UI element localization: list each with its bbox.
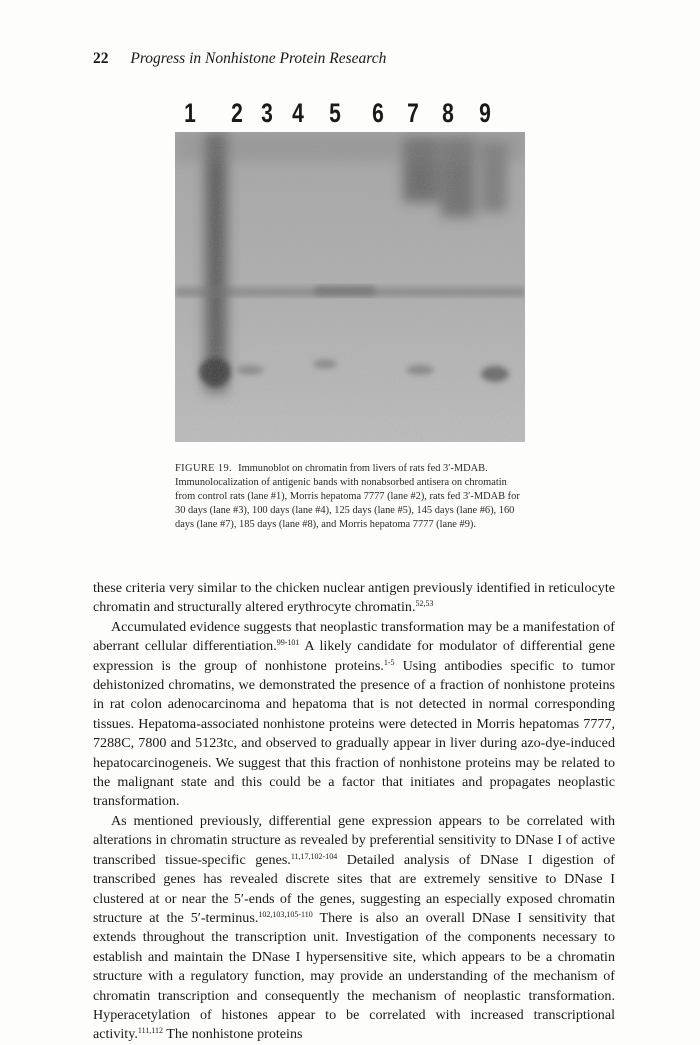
paragraph-2-text-c: Using antibodies specific to tumor dehistonized chromatins, we demonstrated the presence of a fraction of nonhistone proteins in rat colon adenocarcinoma and hepatoma that is not detected in normal corresponding tissues. Hepatoma-associated nonhistone proteins were detected in Morris hepatomas 7777, 7288C, 7800 and 5123tc, and observed to gradually appear in liver during azo-dye-induced hepatocarcinogeneis. We suggest that this fraction of nonhistone proteins may be related to the malignant state and this could be a factor that initiates and propagates neoplastic transformation. (93, 657, 615, 810)
paragraph-1-text: these criteria very similar to the chicken nuclear antigen previously identified in reticulocyte chromatin and structurally altered erythrocyte chromatin. (93, 580, 615, 616)
figure-label: FIGURE 19. (175, 463, 233, 474)
lane-label-9: 9 (479, 98, 491, 128)
lane-label-3: 3 (261, 98, 273, 128)
paragraph-3 (93, 812, 615, 1045)
lane-label-5: 5 (329, 98, 341, 128)
paragraph-2-text-b: A likely candidate for modulator of differential gene expression is the group of nonhistone proteins. (93, 638, 615, 674)
paragraph-2-text-a: Accumulated evidence suggests that neoplastic transformation may be a manifestation of aberrant cellular differentiation. (93, 618, 615, 655)
citation: 102,103,105-110 (258, 909, 313, 919)
paragraph-3-text-b: Detailed analysis of DNase I digestion of transcribed genes has revealed discrete sites that are extremely sensitive to DNase I clustered at or near the 5′-ends of the genes, suggesting an especially exposed chromatin structure at the 5′-terminus. (93, 851, 615, 926)
lane-label-7: 7 (407, 98, 419, 128)
paragraph-3-text-d: The nonhistone proteins (163, 1026, 303, 1043)
citation: 99-101 (276, 638, 300, 648)
running-title: Progress in Nonhistone Protein Research (130, 50, 387, 67)
paragraph-3-text-a: As mentioned previously, differential gene expression appears to be correlated with alterations in chromatin structure as revealed by preferential sensitivity to DNase I of active transcribed tissue-specific genes. (93, 812, 615, 868)
citation: 11,17,102-104 (290, 851, 338, 861)
lane-label-2: 2 (231, 98, 243, 128)
paragraph-1 (93, 579, 615, 618)
lane-labels (175, 98, 525, 132)
figure-caption (175, 462, 520, 532)
lane-label-4: 4 (292, 98, 304, 128)
citation: 52,53 (415, 599, 434, 609)
caption-text: Immunoblot on chromatin from livers of rats fed 3′-MDAB. Immunolocalization of antigenic bands with nonabsorbed antisera on chromatin from control rats (lane #1), Morris hepatoma 7777 (lane #2), rats fed 3′-MDAB for 30 days (lane #3), 100 days (lane #4), 125 days (lane #5), 145 days (lane #6), 160 days (lane #7), 185 days (lane #8), and Morris hepatoma 7777 (lane #9). (175, 463, 520, 530)
citation: 1-5 (383, 657, 395, 667)
lane-label-1: 1 (184, 98, 196, 128)
paragraph-2 (93, 618, 615, 812)
page-number: 22 (93, 50, 109, 67)
body-text (93, 579, 615, 1045)
lane-label-6: 6 (372, 98, 384, 128)
lane-label-8: 8 (442, 98, 454, 128)
immunoblot-image (175, 132, 525, 442)
citation: 111,112 (137, 1026, 163, 1036)
paragraph-3-text-c: There is also an overall DNase I sensitivity that extends throughout the transcription unit. Investigation of the components necessary to establish and maintain the DNase I hypersensitive site, which appears to be a chromatin structure with a regulatory function, may provide an understanding of the mechanism of chromatin transcription and consequently the mechanism of neoplastic transformation. Hyperacetylation of histones appear to be correlated with increased transcriptional activity. (93, 909, 616, 1043)
page-header (93, 50, 386, 68)
